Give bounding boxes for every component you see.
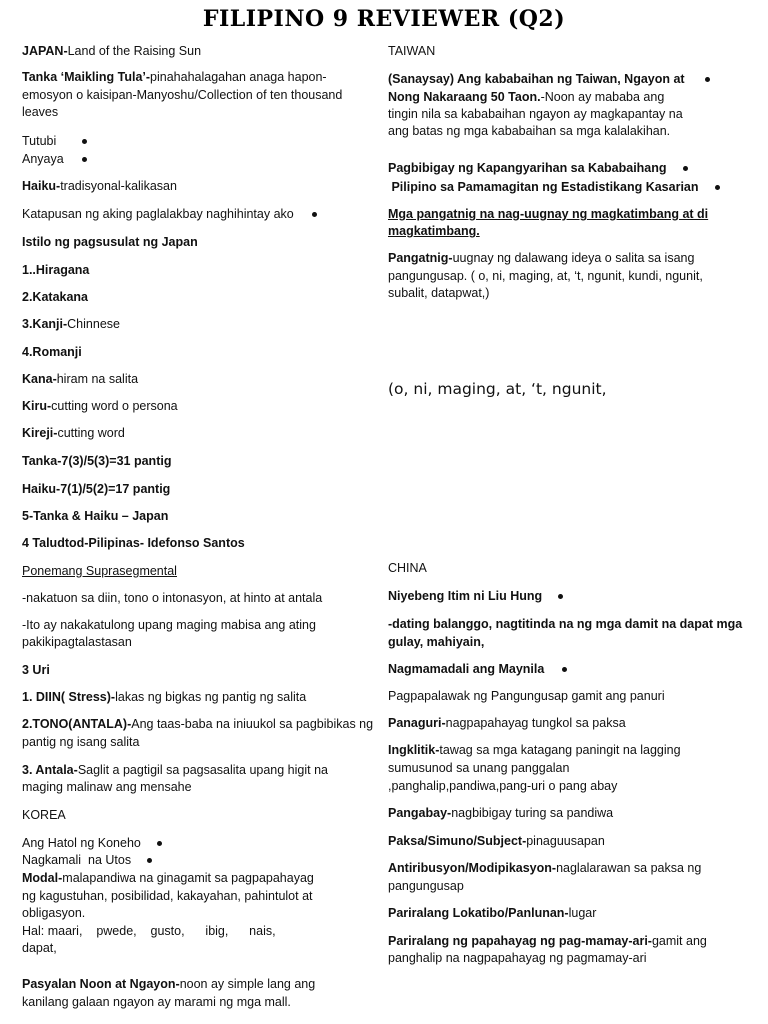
haiku-heading: Haiku-: [22, 179, 61, 193]
haiku-line: [22, 178, 177, 194]
pangatnig-line-3: subalit, datapwat,): [388, 286, 490, 300]
tanka-text: pinahahalagahan anaga hapon-: [150, 70, 327, 84]
ingklitik-line-2: sumusunod sa unang panggalan: [388, 761, 570, 775]
dapat-line: dapat,: [22, 941, 57, 955]
panaguri-heading: Panaguri-: [388, 716, 446, 730]
china-heading: CHINA: [388, 561, 427, 575]
ingklitik-heading: Ingklitik-: [388, 743, 440, 757]
nagkamali-item: [22, 852, 152, 868]
bullet-icon: [82, 157, 87, 162]
bullet-icon: [82, 139, 87, 144]
bullet-icon: [715, 185, 720, 190]
tanka-haiku-japan: 5-Tanka & Haiku – Japan: [22, 509, 169, 523]
kiru-text: cutting word o persona: [51, 399, 178, 413]
sanaysay-line-3: tingin nila sa kababaihan ngayon ay magkapantay na: [388, 107, 683, 121]
ingklitik-line: [388, 742, 681, 758]
nakatuon-line: -nakatuon sa diin, tono o intonasyon, at hinto at antala: [22, 591, 323, 605]
pagmamay-ari-line: [388, 933, 707, 949]
modal-line-2: ng kagustuhan, posibilidad, kakayahan, pahintulot at: [22, 889, 313, 903]
hal-line: Hal: maari, pwede, gusto, ibig, nais,: [22, 924, 276, 938]
kana-heading: Kana-: [22, 372, 57, 386]
panaguri-line: [388, 715, 626, 731]
kiru-heading: Kiru-: [22, 399, 52, 413]
modal-line-3: obligasyon.: [22, 906, 86, 920]
pagpapalawak-line: Pagpapalawak ng Pangungusap gamit ang panuri: [388, 689, 665, 703]
istilo-heading: Istilo ng pagsusulat ng Japan: [22, 235, 198, 249]
diin-text: lakas ng bigkas ng pantig ng salita: [115, 690, 307, 704]
haiku-count: Haiku-7(1)/5(2)=17 pantig: [22, 482, 171, 496]
sanaysay-heading: (Sanaysay) Ang kababaihan ng Taiwan, Ngayon at: [388, 72, 685, 86]
antiribusyon-line: [388, 860, 701, 876]
pilipino-item: Pilipino sa Pamamagitan ng Estadistikang Kasarian: [388, 179, 720, 195]
hatol-item: [22, 835, 162, 851]
kana-line: [22, 371, 138, 387]
page-title: FILIPINO 9 REVIEWER (Q2): [202, 6, 566, 32]
antala-heading: 3. Antala-: [22, 763, 78, 777]
kireji-heading: Kireji-: [22, 426, 58, 440]
tono-line-2: pantig ng isang salita: [22, 735, 140, 749]
paksa-heading: Paksa/Simuno/Subject-: [388, 834, 527, 848]
tutubi-text: Tutubi: [22, 134, 57, 148]
ingklitik-line-3: ,panghalip,pandiwa,pang-uri o pang abay: [388, 779, 618, 793]
ponema-heading: Ponemang Suprasegmental: [22, 564, 177, 578]
lokatibo-line: [388, 905, 596, 921]
pasyalan-line: [22, 976, 315, 992]
kanji-text: Chinnese: [67, 317, 120, 331]
pangatnig-label: Pangatnig-: [388, 251, 453, 265]
kana-text: hiram na salita: [56, 372, 139, 386]
romanji-item: 4.Romanji: [22, 345, 82, 359]
ingklitik-text: tawag sa mga katagang paningit na lagging: [439, 743, 681, 757]
pangabay-line: [388, 805, 613, 821]
modal-heading: Modal-: [22, 871, 63, 885]
tono-line: [22, 716, 373, 732]
nagmamadali-item: Nagmamadali ang Maynila: [388, 661, 567, 677]
kireji-text: cutting word: [57, 426, 125, 440]
tanka-heading: Tanka ‘Maikling Tula’-: [22, 70, 151, 84]
paksa-line: [388, 833, 605, 849]
pangatnig-line: [388, 250, 694, 266]
antiribusyon-heading: Antiribusyon/Modipikasyon-: [388, 861, 557, 875]
pagbibigay-item: Pagbibigay ng Kapangyarihan sa Kababaihang: [388, 160, 688, 176]
tanka-line: [22, 69, 327, 85]
pangatnig-heading: Mga pangatnig na nag-uugnay ng magkatimbang at di: [388, 207, 709, 221]
tanka-line-2: emosyon o kaisipan-Manyoshu/Collection of ten thousand: [22, 88, 343, 102]
pangatnig-line-2: pangungusap. ( o, ni, maging, at, ‘t, ngunit, kundi, ngunit,: [388, 269, 703, 283]
ito-line: -Ito ay nakakatulong upang maging mabisa ang ating: [22, 618, 316, 632]
sanaysay-text: -Noon ay mababa ang: [540, 90, 665, 104]
antala-text: Saglit a pagtigil sa pagsasalita upang higit na: [77, 763, 328, 777]
japan-text: Land of the Raising Sun: [67, 44, 202, 58]
pagmamay-ari-heading: Pariralang ng papahayag ng pag-mamay-ari-: [388, 934, 652, 948]
kanji-item: [22, 316, 120, 332]
bullet-icon: [558, 594, 563, 599]
antiribusyon-line-2: pangungusap: [388, 879, 464, 893]
taiwan-heading: TAIWAN: [388, 44, 436, 58]
bullet-icon: [562, 667, 567, 672]
antala-line: [22, 762, 328, 778]
nagkamali-text: Nagkamali na Utos: [22, 853, 132, 867]
pasyalan-text: noon ay simple lang ang: [179, 977, 316, 991]
pangatnig-large-text: (o, ni, maging, at, ‘t, ngunit,: [388, 380, 607, 398]
tono-text: Ang taas-baba na iniuukol sa pagbibikas ng: [131, 717, 374, 731]
japan-heading: JAPAN-: [22, 44, 68, 58]
antiribusyon-text: naglalarawan sa paksa ng: [556, 861, 702, 875]
pagmamay-ari-line-2: panghalip na nagpapahayag ng pagmamay-ari: [388, 951, 647, 965]
tanka-line-3: leaves: [22, 105, 59, 119]
pangabay-heading: Pangabay-: [388, 806, 452, 820]
bullet-icon: [157, 841, 162, 846]
sanaysay-line-4: ang batas ng mga kababaihan sa mga kalalakihan.: [388, 124, 671, 138]
bullet-icon: [312, 212, 317, 217]
tono-heading: 2.TONO(ANTALA)-: [22, 717, 132, 731]
modal-line: [22, 870, 314, 886]
kanji-heading: 3.Kanji-: [22, 317, 68, 331]
katakana-item: 2.Katakana: [22, 290, 89, 304]
niyebe-item: Niyebeng Itim ni Liu Hung: [388, 588, 563, 604]
anyaya-text: Anyaya: [22, 152, 64, 166]
taludtod-line: 4 Taludtod-Pilipinas- Idefonso Santos: [22, 536, 245, 550]
hatol-text: Ang Hatol ng Koneho: [22, 836, 141, 850]
hiragana-item: 1..Hiragana: [22, 263, 90, 277]
katapusan-item: [22, 206, 317, 222]
lokatibo-text: lugar: [568, 906, 597, 920]
dating-line-2: gulay, mahiyain,: [388, 635, 485, 649]
japan-line: [22, 43, 201, 59]
anyaya-item: [22, 151, 87, 167]
panaguri-text: nagpapahayag tungkol sa paksa: [445, 716, 626, 730]
kireji-line: [22, 425, 125, 441]
pangatnig-heading-2: magkatimbang.: [388, 224, 480, 238]
sanaysay-line: [388, 71, 710, 87]
bullet-icon: [683, 166, 688, 171]
tanka-count: Tanka-7(3)/5(3)=31 pantig: [22, 454, 172, 468]
pagmamay-ari-text: gamit ang: [651, 934, 707, 948]
sanaysay-heading-2: Nong Nakaraang 50 Taon.: [388, 90, 541, 104]
haiku-text: tradisyonal-kalikasan: [60, 179, 177, 193]
katapusan-text: Katapusan ng aking paglalakbay naghihintay ako: [22, 207, 294, 221]
paksa-text: pinaguusapan: [526, 834, 605, 848]
kiru-line: [22, 398, 178, 414]
bullet-icon: [705, 77, 710, 82]
sanaysay-line-2: [388, 89, 664, 105]
tutubi-item: [22, 133, 87, 149]
pangabay-text: nagbibigay turing sa pandiwa: [451, 806, 614, 820]
ito-line-2: pakikipagtalastasan: [22, 635, 132, 649]
korea-heading: KOREA: [22, 808, 66, 822]
diin-line: [22, 689, 306, 705]
pasyalan-line-2: kanilang galaan ngayon ay marami ng mga mall.: [22, 995, 291, 1009]
dating-line: -dating balanggo, nagtitinda na ng mga damit na dapat mga: [388, 617, 743, 631]
pangatnig-text: uugnay ng dalawang ideya o salita sa isang: [452, 251, 695, 265]
antala-line-2: maging malinaw ang mensahe: [22, 780, 192, 794]
modal-text: malapandiwa na ginagamit sa pagpapahayag: [62, 871, 314, 885]
tatlo-uri: 3 Uri: [22, 663, 50, 677]
bullet-icon: [147, 858, 152, 863]
diin-heading: 1. DIIN( Stress)-: [22, 690, 116, 704]
pasyalan-heading: Pasyalan Noon at Ngayon-: [22, 977, 180, 991]
lokatibo-heading: Pariralang Lokatibo/Panlunan-: [388, 906, 569, 920]
